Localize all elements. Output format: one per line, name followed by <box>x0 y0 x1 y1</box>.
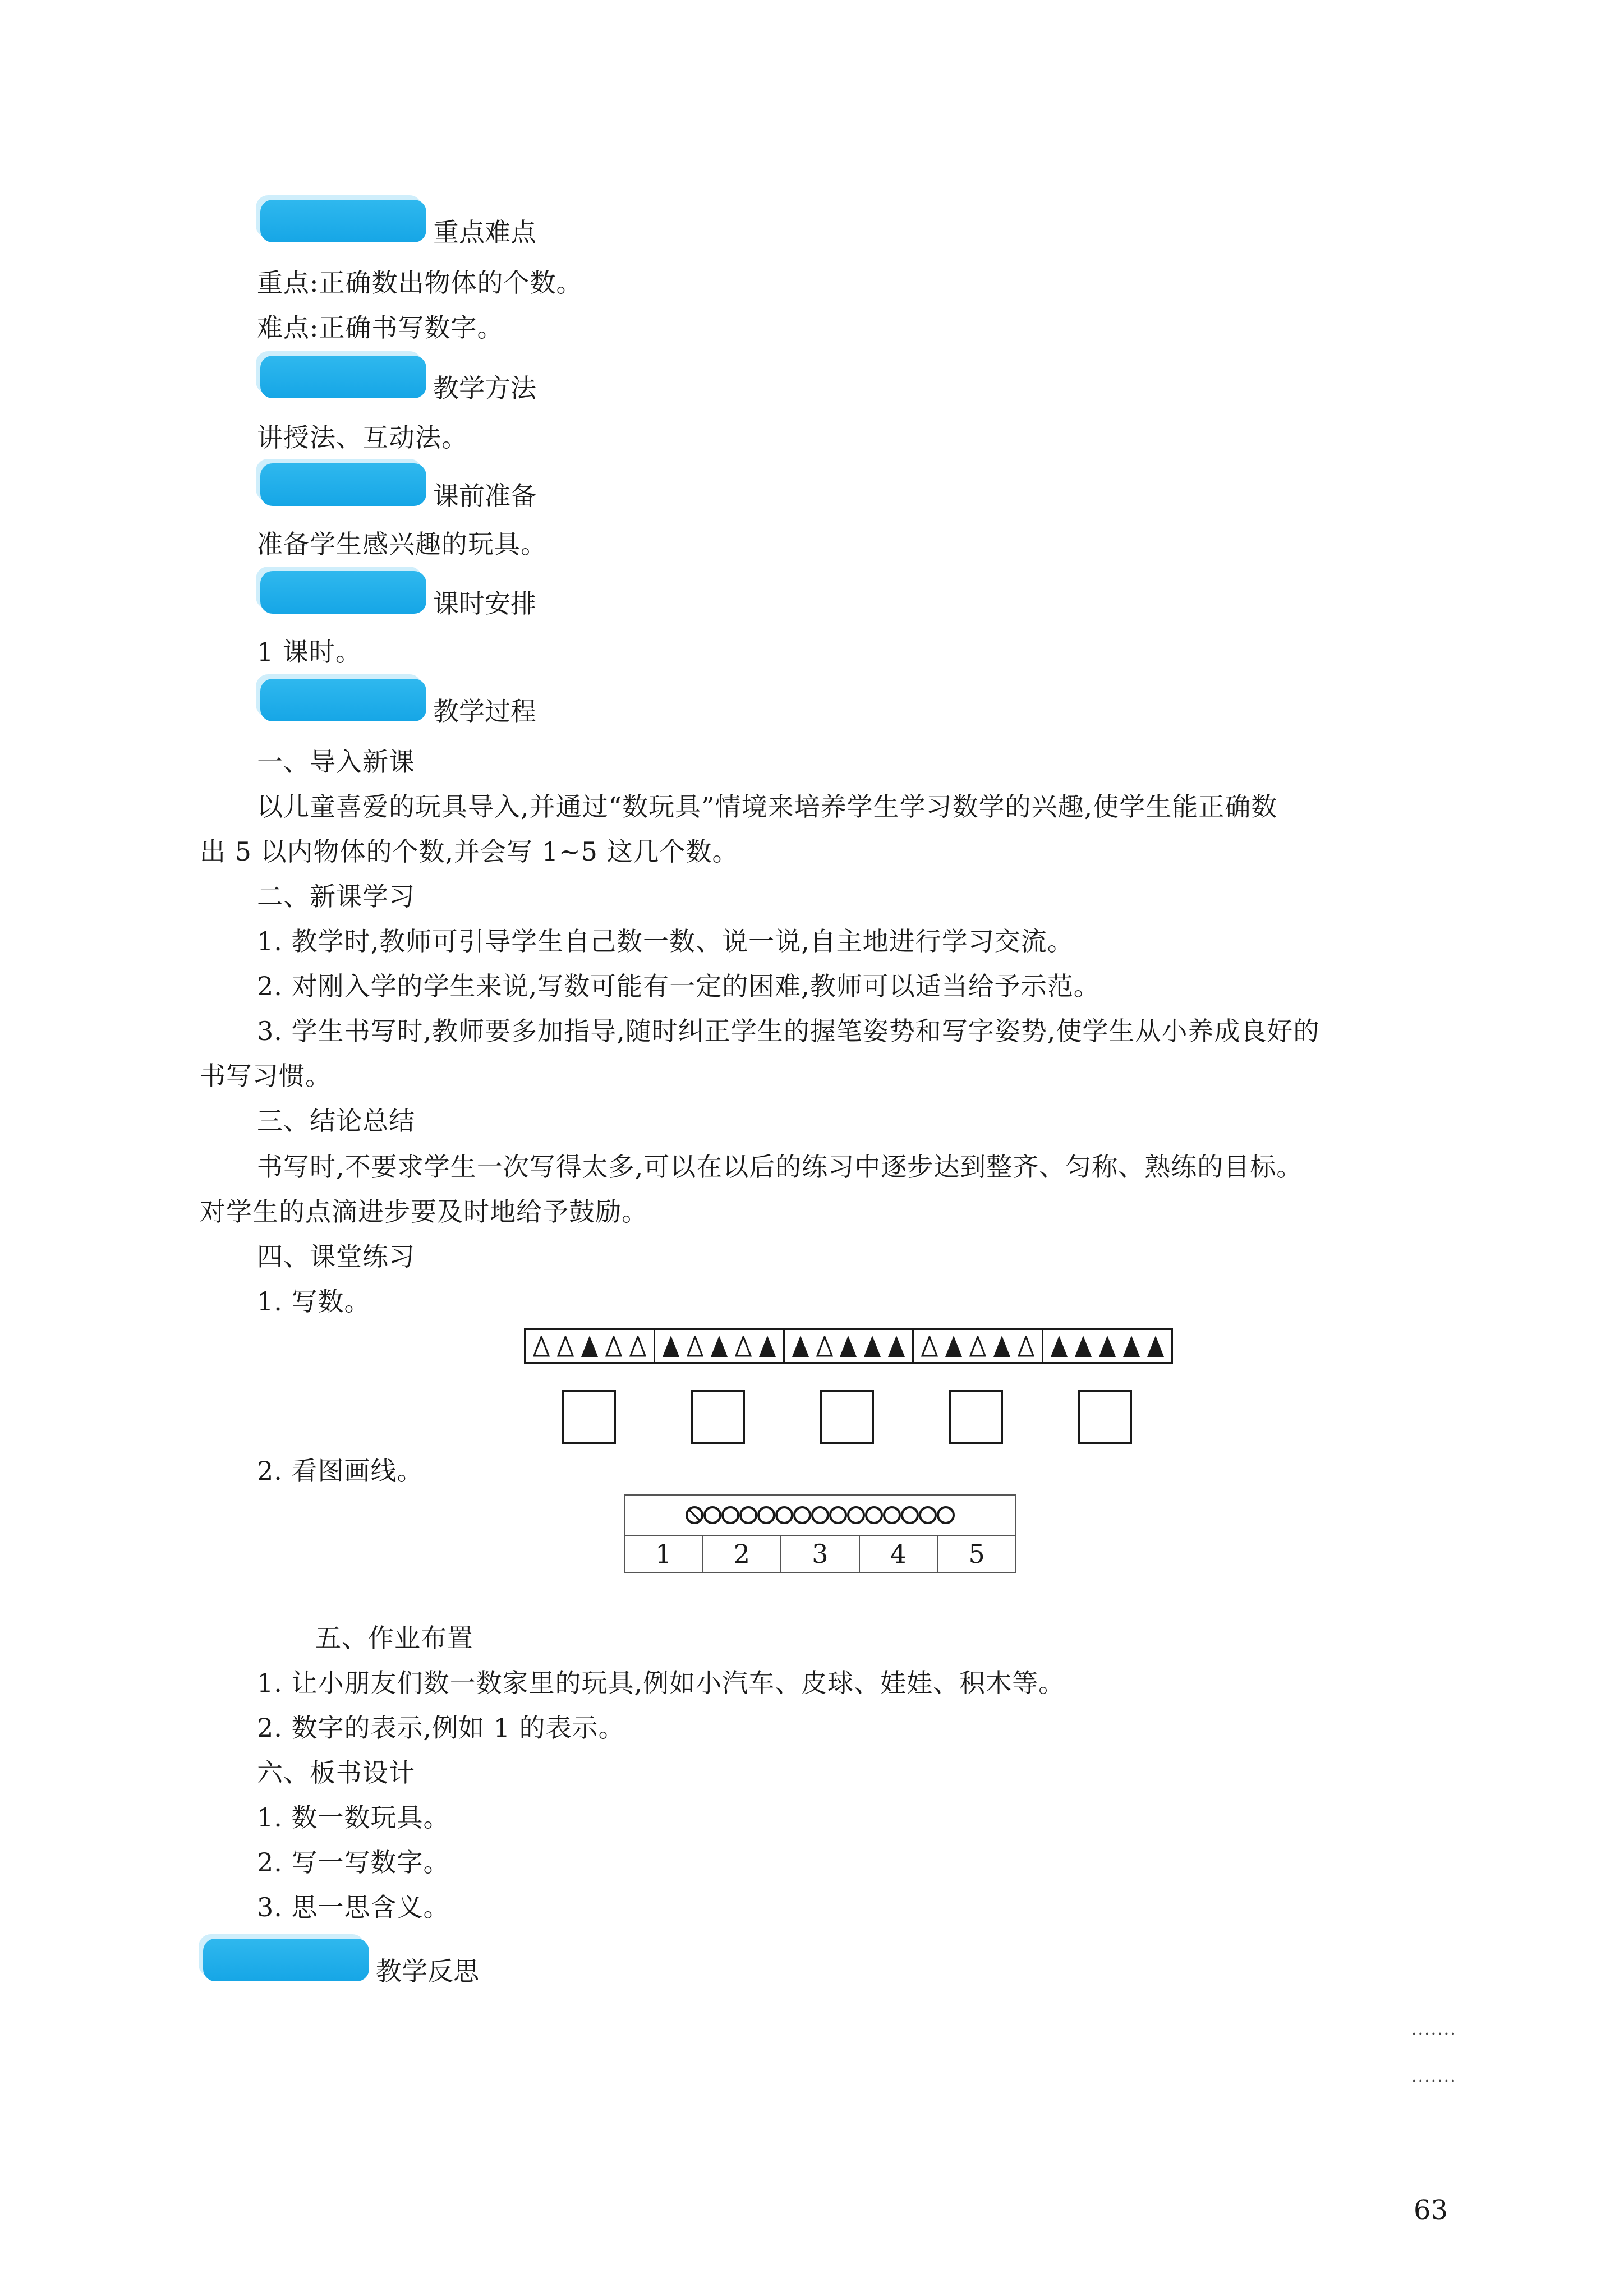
bead-icon <box>919 1506 937 1524</box>
hollow-triangle-icon <box>629 1336 646 1357</box>
bead-icon <box>757 1506 775 1524</box>
bead-icon <box>811 1506 829 1524</box>
bead-row <box>625 1506 1015 1524</box>
filled-triangle-icon <box>1147 1336 1164 1357</box>
answer-box[interactable] <box>949 1390 1003 1444</box>
text-line: 1 课时。 <box>257 637 362 667</box>
filled-triangle-icon <box>581 1336 598 1357</box>
text-line: 对学生的点滴进步要及时地给予鼓励。 <box>200 1197 648 1227</box>
filled-triangle-icon <box>1123 1336 1140 1357</box>
section-tag <box>260 200 426 242</box>
section-title: 教学过程 <box>433 696 536 726</box>
dotted-line: ....... <box>1411 2067 1457 2086</box>
hollow-triangle-icon <box>605 1336 622 1357</box>
section-title: 教学方法 <box>433 373 536 403</box>
bead-icon <box>883 1506 901 1524</box>
filled-triangle-icon <box>864 1336 881 1357</box>
number-cell: 1 <box>624 1535 703 1572</box>
filled-triangle-icon <box>792 1336 809 1357</box>
hollow-triangle-icon <box>969 1336 986 1357</box>
triangle-group <box>914 1330 1043 1362</box>
text-line: 1. 写数。 <box>257 1286 371 1317</box>
filled-triangle-icon <box>840 1336 857 1357</box>
text-line: 讲授法、互动法。 <box>257 422 468 453</box>
bead-icon <box>721 1506 739 1524</box>
text-line: 重点:正确数出物体的个数。 <box>257 268 583 298</box>
text-line: 书写时,不要求学生一次写得太多,可以在以后的练习中逐步达到整齐、匀称、熟练的目标。 <box>257 1152 1303 1182</box>
page-number: 63 <box>1414 2194 1448 2226</box>
text-line: 一、导入新课 <box>257 747 415 777</box>
section-tag <box>260 356 426 398</box>
text-line: 1. 让小朋友们数一数家里的玩具,例如小汽车、皮球、娃娃、积木等。 <box>257 1668 1065 1698</box>
bead-icon <box>793 1506 811 1524</box>
filled-triangle-icon <box>993 1336 1010 1357</box>
bead-icon <box>775 1506 793 1524</box>
triangle-group <box>655 1330 785 1362</box>
text-line: 难点:正确书写数字。 <box>257 312 504 343</box>
triangle-group <box>1043 1330 1171 1362</box>
dotted-line: ....... <box>1411 2019 1457 2039</box>
bead-icon <box>847 1506 865 1524</box>
text-line: 出 5 以内物体的个数,并会写 1~5 这几个数。 <box>200 836 739 867</box>
bead-cell <box>624 1495 1016 1535</box>
filled-triangle-icon <box>888 1336 905 1357</box>
text-line: 3. 思一思含义。 <box>257 1892 450 1922</box>
crossed-bead-icon <box>686 1506 703 1524</box>
text-line: 四、课堂练习 <box>257 1241 415 1272</box>
answer-box[interactable] <box>691 1390 745 1444</box>
triangle-group <box>526 1330 655 1362</box>
text-line: 2. 写一写数字。 <box>257 1847 450 1878</box>
filled-triangle-icon <box>945 1336 962 1357</box>
section-tag <box>260 679 426 721</box>
text-line: 五、作业布置 <box>315 1623 473 1653</box>
number-cell: 3 <box>781 1535 859 1572</box>
bead-icon <box>829 1506 847 1524</box>
section-tag <box>203 1939 369 1981</box>
bead-icon <box>901 1506 919 1524</box>
bead-table <box>624 1494 1016 1573</box>
hollow-triangle-icon <box>557 1336 574 1357</box>
section-title: 教学反思 <box>376 1956 479 1986</box>
text-line: 三、结论总结 <box>257 1106 415 1136</box>
text-line: 书写习惯。 <box>200 1061 332 1091</box>
exercise-label: 2. 看图画线。 <box>257 1456 424 1486</box>
hollow-triangle-icon <box>1018 1336 1034 1357</box>
section-title: 重点难点 <box>433 217 536 247</box>
text-line: 1. 教学时,教师可引导学生自己数一数、说一说,自主地进行学习交流。 <box>257 926 1074 956</box>
text-line: 2. 对刚入学的学生来说,写数可能有一定的困难,教师可以适当给予示范。 <box>257 971 1100 1001</box>
bead-icon <box>739 1506 757 1524</box>
filled-triangle-icon <box>1099 1336 1116 1357</box>
hollow-triangle-icon <box>816 1336 833 1357</box>
hollow-triangle-icon <box>687 1336 703 1357</box>
filled-triangle-icon <box>1051 1336 1068 1357</box>
text-line: 2. 数字的表示,例如 1 的表示。 <box>257 1713 625 1743</box>
answer-box[interactable] <box>1078 1390 1132 1444</box>
text-line: 二、新课学习 <box>257 881 415 912</box>
filled-triangle-icon <box>759 1336 776 1357</box>
number-cell: 2 <box>703 1535 781 1572</box>
section-tag <box>260 463 426 506</box>
section-tag <box>260 571 426 614</box>
section-title: 课时安排 <box>433 588 536 619</box>
hollow-triangle-icon <box>533 1336 550 1357</box>
filled-triangle-icon <box>663 1336 679 1357</box>
bead-icon <box>865 1506 883 1524</box>
triangle-group <box>785 1330 914 1362</box>
text-line: 1. 数一数玩具。 <box>257 1802 450 1833</box>
triangle-strip <box>524 1328 1173 1364</box>
text-line: 以儿童喜爱的玩具导入,并通过“数玩具”情境来培养学生学习数学的兴趣,使学生能正确数 <box>257 792 1278 822</box>
filled-triangle-icon <box>711 1336 728 1357</box>
hollow-triangle-icon <box>921 1336 938 1357</box>
answer-box[interactable] <box>562 1390 616 1444</box>
text-line: 3. 学生书写时,教师要多加指导,随时纠正学生的握笔姿势和写字姿势,使学生从小养成良好的 <box>257 1016 1320 1046</box>
text-line: 准备学生感兴趣的玩具。 <box>257 529 547 559</box>
filled-triangle-icon <box>1075 1336 1092 1357</box>
answer-box[interactable] <box>820 1390 874 1444</box>
section-title: 课前准备 <box>433 481 536 511</box>
number-cell: 4 <box>859 1535 938 1572</box>
text-line: 六、板书设计 <box>257 1757 415 1788</box>
bead-icon <box>937 1506 955 1524</box>
bead-icon <box>703 1506 721 1524</box>
hollow-triangle-icon <box>735 1336 752 1357</box>
number-cell: 5 <box>937 1535 1016 1572</box>
